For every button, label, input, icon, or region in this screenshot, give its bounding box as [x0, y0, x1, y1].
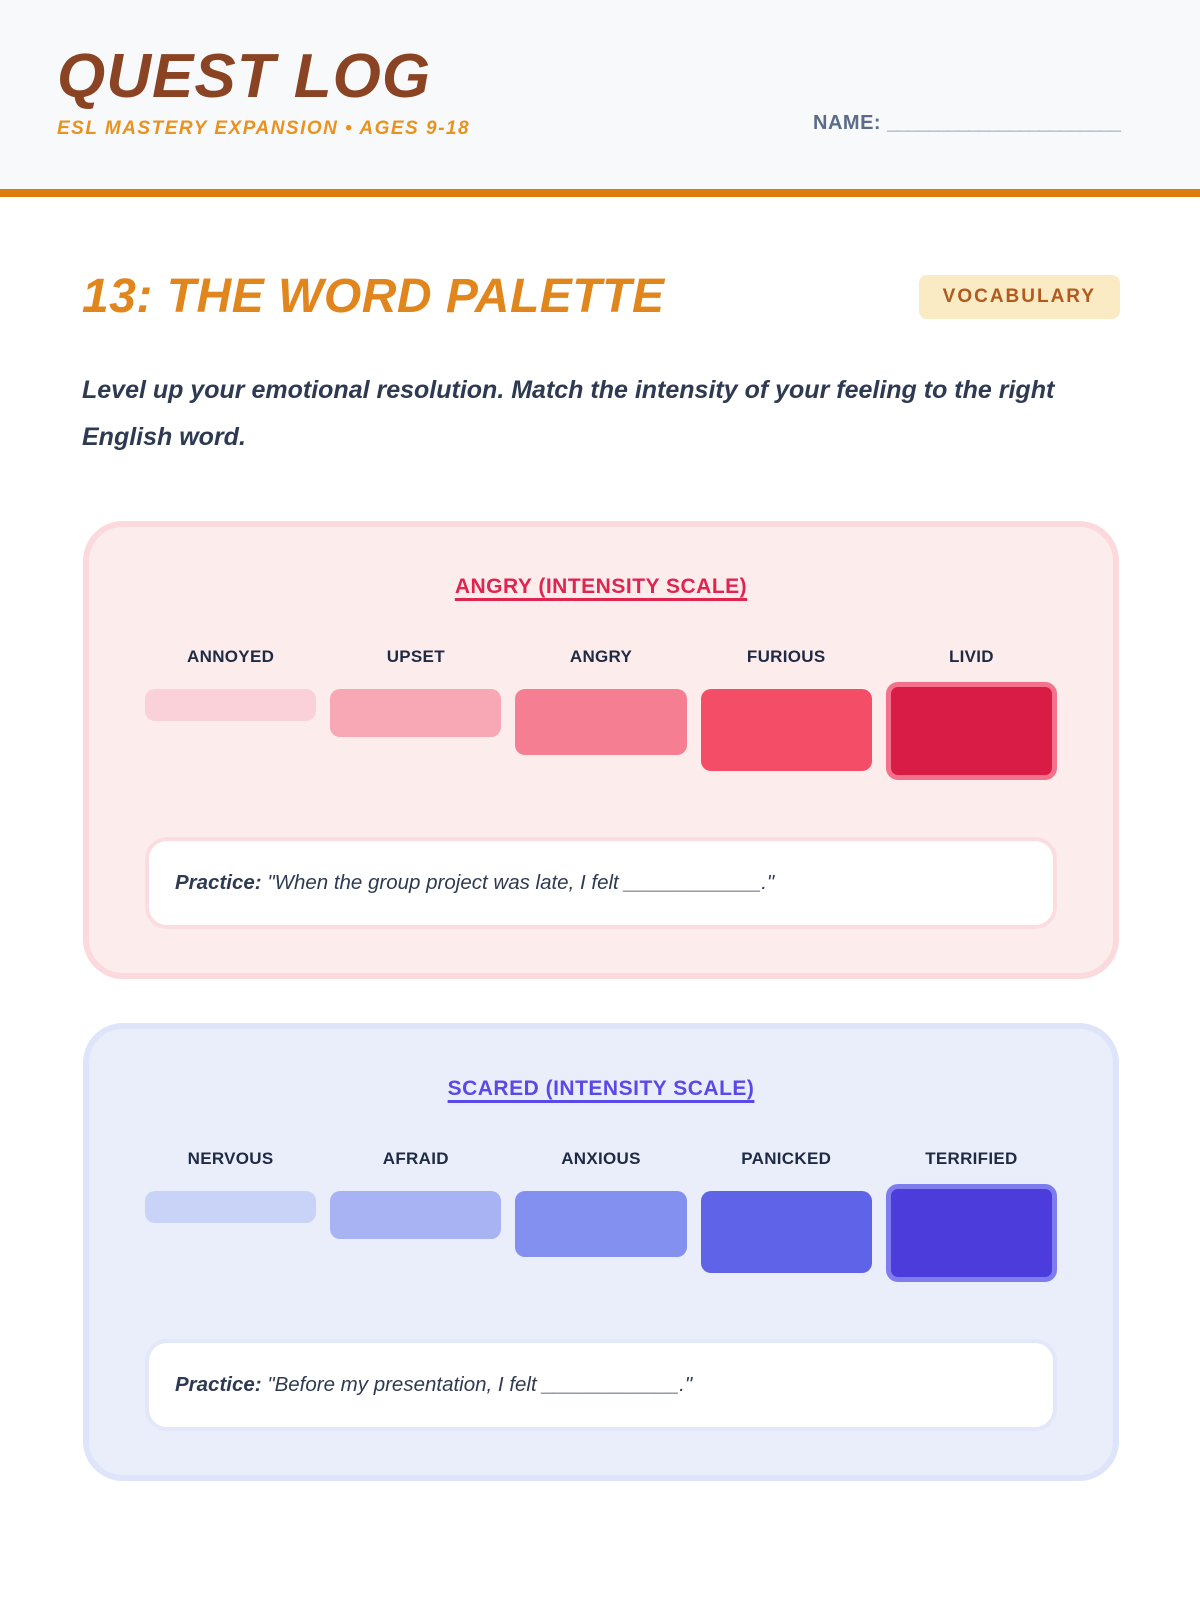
- steps-row: [145, 647, 1057, 787]
- intensity-swatch-livid: [886, 682, 1057, 780]
- step-afraid: [330, 1149, 501, 1239]
- intensity-swatch-panicked: [701, 1191, 872, 1273]
- intensity-swatch-terrified: [886, 1184, 1057, 1282]
- scale-title: SCARED (INTENSITY SCALE): [447, 1077, 755, 1100]
- practice-label: Practice:: [175, 1373, 262, 1396]
- intensity-swatch-anxious: [515, 1191, 686, 1257]
- step-label: PANICKED: [741, 1149, 832, 1168]
- scale-title: ANGRY (INTENSITY SCALE): [454, 575, 748, 598]
- intensity-swatch-nervous: [145, 1191, 316, 1223]
- step-label: ANNOYED: [187, 647, 275, 666]
- section-title-row: [82, 270, 1120, 323]
- practice-box: [145, 1339, 1057, 1431]
- practice-box: [145, 837, 1057, 929]
- practice-sentence: "When the group project was late, I felt ____________.": [267, 871, 775, 894]
- name-blank-line: _______________________: [887, 112, 1120, 134]
- intensity-swatch-furious: [701, 689, 872, 771]
- step-angry: [515, 647, 686, 755]
- step-nervous: [145, 1149, 316, 1223]
- brand-block: [57, 42, 471, 189]
- practice-label: Practice:: [175, 871, 262, 894]
- name-label: NAME:: [813, 112, 882, 134]
- vocabulary-badge: VOCABULARY: [919, 275, 1120, 319]
- step-label: TERRIFIED: [925, 1149, 1018, 1168]
- instructions-text: Level up your emotional resolution. Match the intensity of your feeling to the right English word.: [82, 376, 1055, 451]
- step-label: LIVID: [948, 647, 994, 666]
- app-title: QUEST LOG: [57, 42, 432, 111]
- step-panicked: [701, 1149, 872, 1273]
- intensity-swatch-angry: [515, 689, 686, 755]
- step-anxious: [515, 1149, 686, 1257]
- step-label: UPSET: [386, 647, 445, 666]
- intensity-card-scared: [83, 1023, 1119, 1481]
- app-subtitle: ESL MASTERY EXPANSION • AGES 9-18: [57, 118, 471, 139]
- page-title: 13: THE WORD PALETTE: [82, 270, 665, 323]
- step-furious: [701, 647, 872, 771]
- step-label: AFRAID: [382, 1149, 449, 1168]
- step-label: ANGRY: [569, 647, 633, 666]
- name-field: [813, 112, 1120, 189]
- step-upset: [330, 647, 501, 737]
- step-label: FURIOUS: [746, 647, 826, 666]
- step-annoyed: [145, 647, 316, 721]
- practice-sentence: "Before my presentation, I felt ____________.": [267, 1373, 693, 1396]
- step-label: NERVOUS: [187, 1149, 274, 1168]
- step-livid: [886, 647, 1057, 780]
- worksheet-header: [0, 0, 1200, 197]
- intensity-swatch-upset: [330, 689, 501, 737]
- intensity-swatch-annoyed: [145, 689, 316, 721]
- steps-row: [145, 1149, 1057, 1289]
- scales-container: [0, 521, 1200, 1481]
- step-terrified: [886, 1149, 1057, 1282]
- intensity-swatch-afraid: [330, 1191, 501, 1239]
- intensity-card-angry: [83, 521, 1119, 979]
- step-label: ANXIOUS: [561, 1149, 641, 1168]
